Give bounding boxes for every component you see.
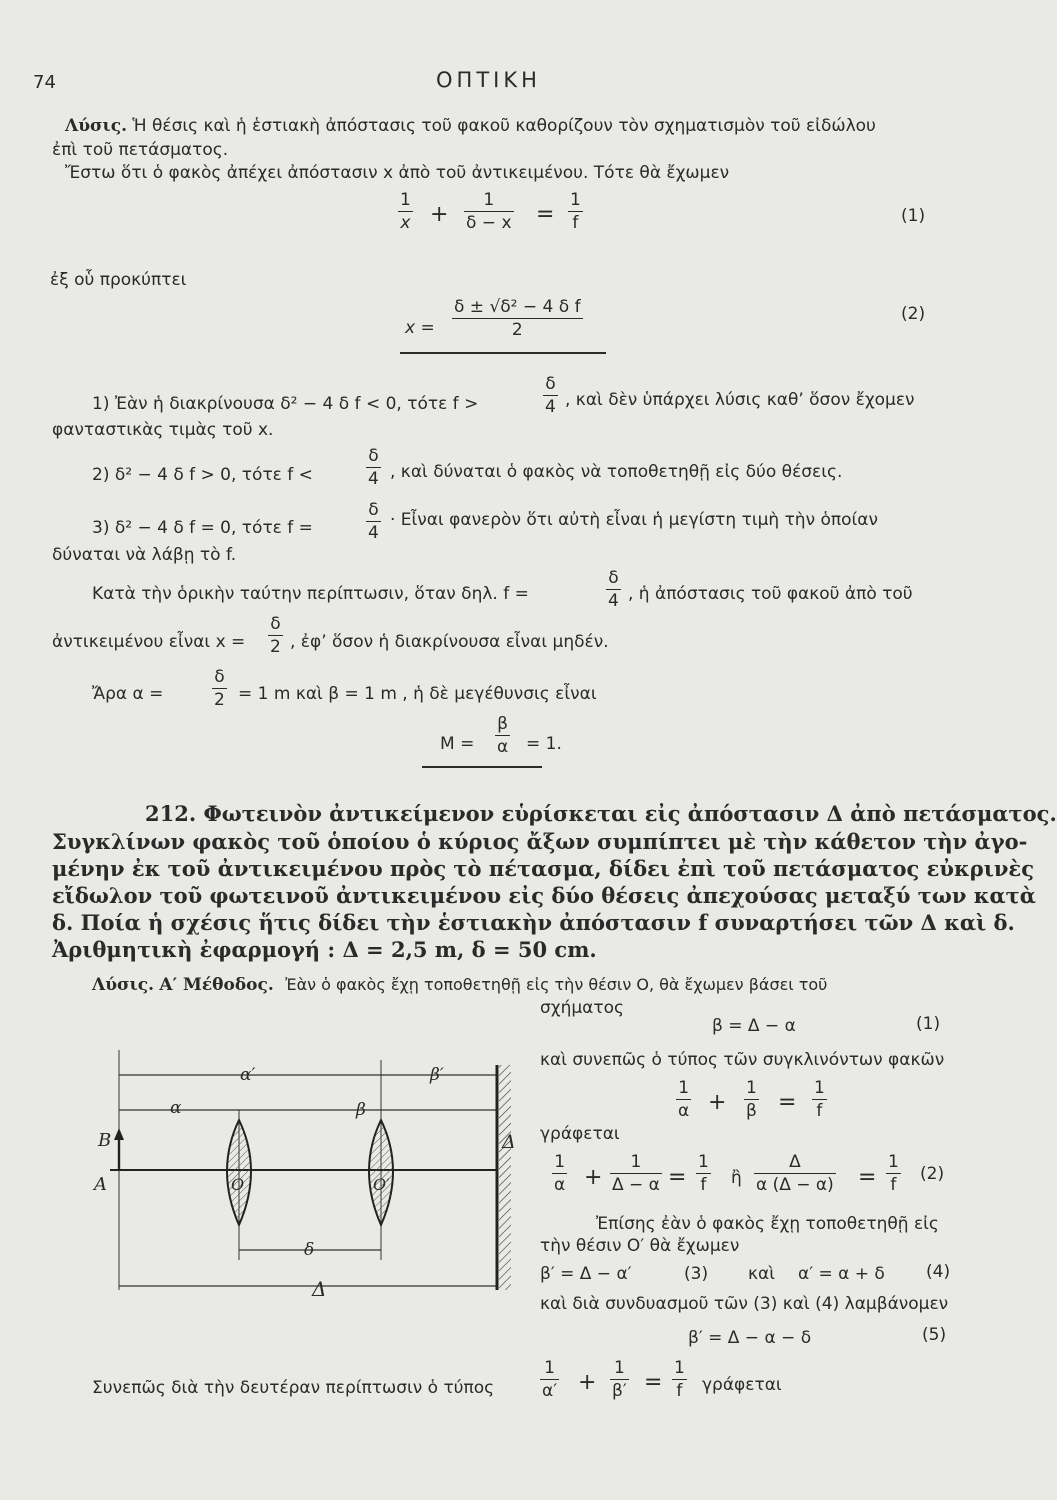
fraction: 1 β′ [612, 1358, 627, 1401]
solution-text: ἀντικειμένου εἶναι x = [52, 632, 246, 652]
alpha-label: α [170, 1098, 182, 1118]
problem-statement: Συγκλίνων φακὸς τοῦ ὁποίου ὁ κύριος ἄξων συμπίπτει μὲ τὴν κάθετον τὴν ἀγο- [52, 829, 1028, 854]
fraction: δ 4 [545, 374, 556, 417]
solution-text: Ἐπίσης ἐὰν ὁ φακὸς ἔχῃ τοποθετηθῇ εἰς [596, 1214, 939, 1234]
solution-text: Ἄρα α = [92, 684, 164, 704]
fraction: 1 α [554, 1152, 566, 1195]
beta-prime-label: β′ [430, 1065, 444, 1085]
fraction: 1 Δ − α [612, 1152, 660, 1195]
solution-text: = 1 m καὶ β = 1 m , ἡ δὲ μεγέθυνσις εἶναι [238, 684, 597, 704]
solution-text: καὶ διὰ συνδυασμοῦ τῶν (3) καὶ (4) λαμβάνομεν [540, 1294, 949, 1314]
equation-number: (4) [926, 1262, 951, 1282]
page-number: 74 [33, 72, 56, 93]
solution-text: γράφεται [540, 1124, 620, 1144]
plus-sign: + [430, 202, 449, 227]
screen-hatching [499, 1065, 511, 1290]
solution-text: Συνεπῶς διὰ τὴν δευτέραν περίπτωσιν ὁ τύπος [92, 1378, 495, 1398]
problem-statement: 212. Φωτεινὸν ἀντικείμενον εὑρίσκεται εἰς ἀπόστασιν Δ ἀπὸ πετάσματος. [145, 801, 1057, 826]
solution-text: ἐξ οὗ προκύπτει [50, 270, 187, 290]
fraction: 1 α [678, 1078, 690, 1121]
fraction: 1 β [746, 1078, 757, 1121]
case-text: , καὶ δὲν ὑπάρχει λύσις καθ’ ὅσον ἔχομεν [565, 390, 915, 410]
equation-number: (1) [916, 1014, 941, 1034]
equation-lhs: M = [440, 734, 475, 754]
point-B-label: B [98, 1130, 112, 1151]
fraction: δ 2 [270, 614, 281, 657]
equation: β′ = Δ − α′ [540, 1264, 632, 1284]
equals-sign: = [778, 1090, 797, 1115]
solution-text: καὶ [748, 1264, 775, 1284]
solution-text: καὶ συνεπῶς ὁ τύπος τῶν συγκλινόντων φακῶν [540, 1050, 945, 1070]
delta-label: δ [304, 1240, 315, 1260]
object-arrow-head [114, 1128, 124, 1140]
equation-rhs: = 1. [526, 734, 562, 754]
fraction: β α [497, 714, 509, 757]
solution-text: Λύσις. Ἡ θέσις καὶ ἡ ἑστιακὴ ἀπόστασις τοῦ φακοῦ καθορίζουν τὸν σχηματισμὸν τοῦ εἰδώλου [65, 116, 876, 136]
point-O-label: O [231, 1175, 245, 1194]
screen-label: Δ [502, 1131, 516, 1153]
equation-number: (3) [684, 1264, 709, 1284]
solution-text: , ἐφ’ ὅσον ἡ διακρίνουσα εἶναι μηδέν. [290, 632, 609, 652]
case-text: · Εἶναι φανερὸν ὅτι αὐτὴ εἶναι ἡ μεγίστη τιμὴ τὴν ὁποίαν [390, 510, 878, 530]
equation: β′ = Δ − α − δ [688, 1328, 812, 1348]
equals-sign: = [858, 1165, 877, 1190]
fraction: δ 4 [368, 446, 379, 489]
equation-lhs: x = [405, 318, 435, 338]
fraction: 1 α′ [542, 1358, 558, 1401]
lens-diagram [94, 1050, 520, 1310]
case-text: δύναται νὰ λάβῃ τὸ f. [52, 545, 237, 565]
case-text: , καὶ δύναται ὁ φακὸς νὰ τοποθετηθῇ εἰς δύο θέσεις. [390, 462, 843, 482]
equation-number: (2) [920, 1164, 945, 1184]
beta-label: β [356, 1100, 366, 1120]
equation: α′ = α + δ [798, 1264, 885, 1284]
equation-number: (5) [922, 1325, 947, 1345]
problem-statement: Ἀριθμητικὴ ἐφαρμογή : Δ = 2,5 m, δ = 50 cm. [52, 937, 597, 962]
fraction: δ 4 [608, 568, 619, 611]
solution-text: γράφεται [702, 1375, 782, 1395]
equation-number: (1) [901, 206, 926, 226]
solution-text: τὴν θέσιν Ο′ θὰ ἔχωμεν [540, 1236, 740, 1256]
case-text: φανταστικὰς τιμὰς τοῦ x. [52, 420, 274, 440]
fraction: 1 f [674, 1358, 685, 1401]
problem-statement: μένην ἐκ τοῦ ἀντικειμένου πρὸς τὸ πέτασμα, δίδει ἐπὶ τοῦ πετάσματος εὐκρινὲς [52, 856, 1034, 881]
solution-text: , ἡ ἀπόστασις τοῦ φακοῦ ἀπὸ τοῦ [628, 584, 913, 604]
point-A-label: A [94, 1174, 107, 1195]
running-title: ΟΠΤΙΚΗ [436, 68, 541, 92]
alpha-prime-label: α′ [240, 1065, 256, 1085]
case-text: 1) Ἐὰν ἡ διακρίνουσα δ² − 4 δ f < 0, τότε f > [92, 394, 479, 414]
solution-text: Λύσις. Α′ Μέθοδος. Ἐὰν ὁ φακὸς ἔχῃ τοποθετηθῇ εἰς τὴν θέσιν Ο, θὰ ἔχωμεν βάσει τοῦ [92, 975, 828, 995]
fraction: 1 f [698, 1152, 709, 1195]
solution-text: Ἔστω ὅτι ὁ φακὸς ἀπέχει ἀπόστασιν x ἀπὸ τοῦ ἀντικειμένου. Τότε θὰ ἔχωμεν [65, 163, 730, 183]
equation: β = Δ − α [712, 1016, 796, 1036]
fraction: 1 f [814, 1078, 825, 1121]
fraction: 1 f [570, 190, 581, 233]
equals-sign: = [536, 202, 555, 227]
underline-rule [422, 766, 542, 768]
case-text: 3) δ² − 4 δ f = 0, τότε f = [92, 518, 313, 538]
plus-sign: + [708, 1090, 727, 1115]
problem-statement: δ. Ποία ἡ σχέσις ἥτις δίδει τὴν ἑστιακὴν ἀπόστασιν f συναρτήσει τῶν Δ καὶ δ. [52, 910, 1015, 935]
solution-text: ἐπὶ τοῦ πετάσματος. [52, 140, 229, 160]
fraction: δ ± √δ² − 4 δ f 2 [454, 297, 581, 340]
Delta-label: Δ [312, 1277, 327, 1301]
or-word: ἢ [731, 1168, 742, 1188]
problem-statement: εἴδωλον τοῦ φωτεινοῦ ἀντικειμένου εἰς δύο θέσεις ἀπεχούσας μεταξύ των κατὰ [52, 883, 1036, 908]
plus-sign: + [578, 1370, 597, 1395]
solution-text: σχήματος [540, 998, 625, 1018]
plus-sign: + [584, 1165, 603, 1190]
fraction: δ 2 [214, 667, 225, 710]
point-O-prime-label: O′ [373, 1175, 390, 1194]
fraction: 1 x [400, 190, 411, 233]
case-text: 2) δ² − 4 δ f > 0, τότε f < [92, 465, 313, 485]
equals-sign: = [644, 1370, 663, 1395]
fraction: 1 δ − x [466, 190, 512, 233]
fraction: Δ α (Δ − α) [756, 1152, 834, 1195]
lens-first-position [227, 1120, 251, 1225]
underline-rule [400, 352, 606, 354]
lens-second-position [369, 1120, 393, 1225]
solution-text: Κατὰ τὴν ὁρικὴν ταύτην περίπτωσιν, ὅταν δηλ. f = [92, 584, 529, 604]
equation-number: (2) [901, 304, 926, 324]
fraction: 1 f [888, 1152, 899, 1195]
equals-sign: = [668, 1165, 687, 1190]
fraction: δ 4 [368, 500, 379, 543]
